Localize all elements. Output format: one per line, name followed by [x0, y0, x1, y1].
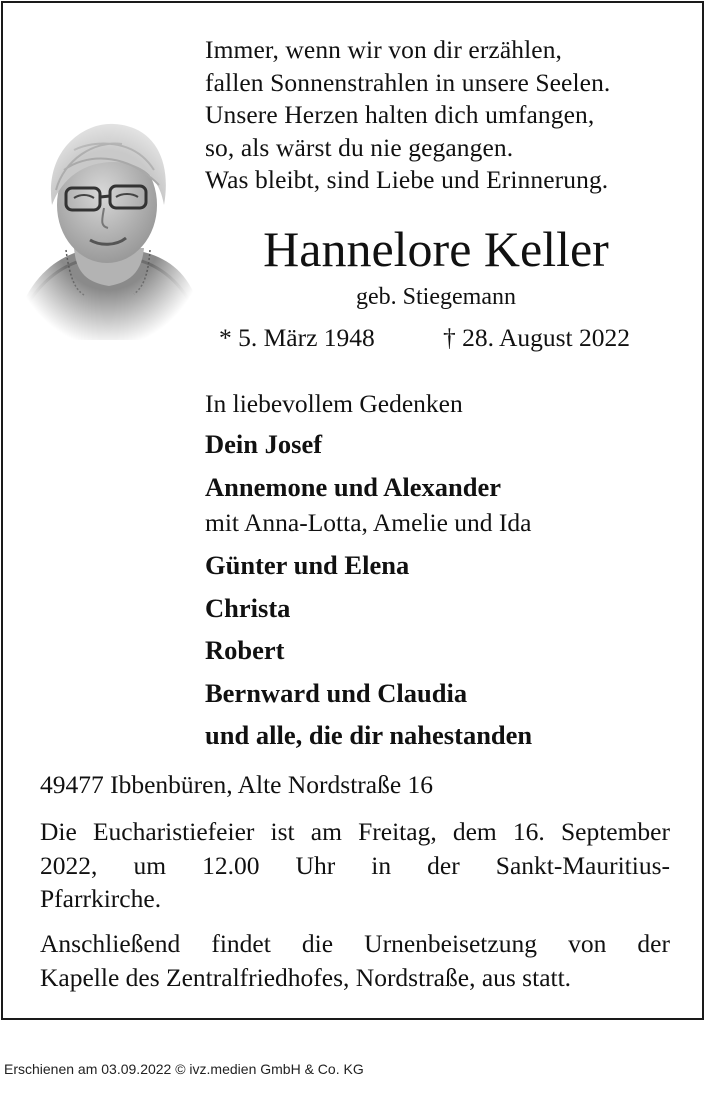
mourner-line: Christa [205, 592, 291, 623]
mourner-line: Dein Josef [205, 429, 323, 459]
mourning-address: 49477 Ibbenbüren, Alte Nordstraße 16 [40, 770, 434, 799]
burial-line: Anschließend findet die Urnenbeisetzung von der [40, 929, 670, 958]
poem-line: Immer, wenn wir von dir erzählen, [205, 35, 563, 64]
mourner-line: und alle, die dir nahestanden [205, 720, 533, 750]
service-line: 2022, um 12.00 Uhr in der Sankt-Mauritius- [40, 850, 670, 880]
service-line: Die Eucharistiefeier ist am Freitag, dem 16. September [40, 817, 670, 846]
burial-line: Kapelle des Zentralfriedhofes, Nordstraße, aus statt. [40, 962, 572, 992]
mourners-list [205, 385, 685, 759]
service-line: Pfarrkirche. [40, 884, 162, 913]
portrait-photo [14, 110, 202, 340]
poem-line: Was bleibt, sind Liebe und Erinnerung. [205, 165, 609, 194]
birth-date: * 5. März 1948 [219, 323, 375, 352]
mourner-line: Günter und Elena [205, 550, 410, 580]
poem-line: Unsere Herzen halten dich umfangen, [205, 100, 595, 129]
mourner-line: Bernward und Claudia [205, 677, 468, 708]
memorial-poem [205, 34, 685, 197]
poem-line: fallen Sonnenstrahlen in unsere Seelen. [205, 67, 611, 97]
service-paragraph [40, 815, 670, 916]
publication-footer: Erschienen am 03.09.2022 © ivz.medien GmbH & Co. KG [4, 1061, 364, 1077]
mourners-intro: In liebevollem Gedenken [205, 389, 463, 418]
deceased-name: Hannelore Keller [263, 221, 609, 277]
poem-line: so, als wärst du nie gegangen. [205, 132, 514, 162]
mourner-subline: mit Anna-Lotta, Amelie und Ida [205, 507, 532, 537]
maiden-name: geb. Stiegemann [356, 284, 516, 310]
mourner-line: Annemone und Alexander [205, 471, 501, 502]
death-date: † 28. August 2022 [443, 323, 631, 352]
burial-paragraph [40, 927, 670, 994]
mourner-line: Robert [205, 635, 285, 665]
